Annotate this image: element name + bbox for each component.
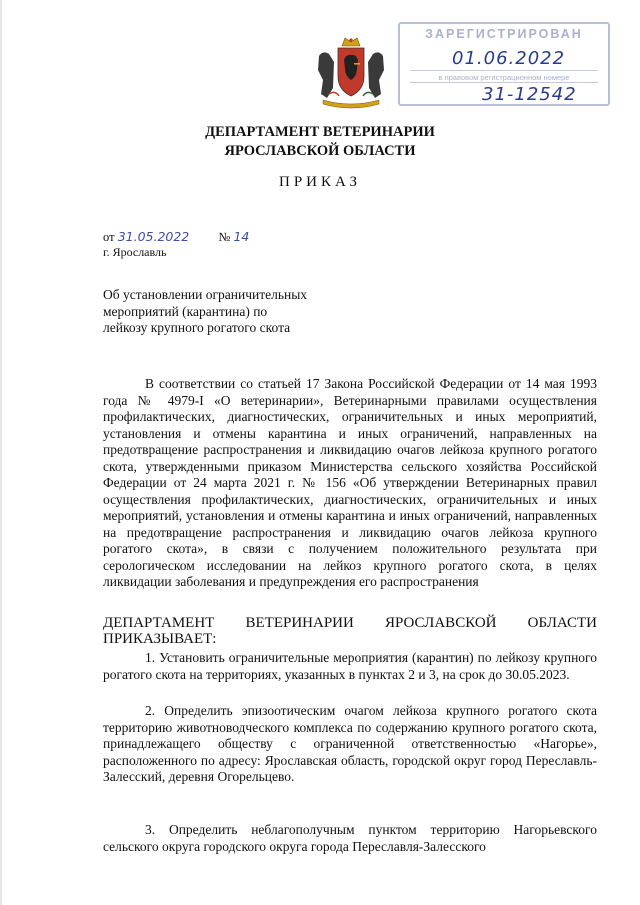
order-date-line	[103, 229, 249, 245]
stamp-subtitle: в правовом регистрационном номере	[438, 73, 570, 82]
stamp-rule	[410, 82, 598, 83]
registration-stamp	[398, 22, 610, 106]
number-label: №	[218, 230, 231, 244]
department-title: ДЕПАРТАМЕНТ ВЕТЕРИНАРИИ	[205, 124, 435, 140]
department-region: ЯРОСЛАВСКОЙ ОБЛАСТИ	[224, 143, 416, 159]
order-item-1: 1. Установить ограничительные мероприятия (карантин) по лейкозу крупного рогатого скота на территориях, указанных в пунктах 2 и 3, на срок до 30.05.2023.	[103, 650, 597, 682]
subject-line: Об установлении ограничительных	[103, 287, 308, 302]
subject-line: мероприятий (карантина) по	[103, 303, 268, 319]
decree-heading: ДЕПАРТАМЕНТ ВЕТЕРИНАРИИ ЯРОСЛАВСКОЙ ОБЛАСТИ	[103, 615, 597, 631]
order-date: 31.05.2022	[117, 229, 190, 244]
decree-verb: ПРИКАЗЫВАЕТ:	[103, 631, 217, 647]
intro-paragraph: В соответствии со статьей 17 Закона Российской Федерации от 14 мая 1993 года № 4979-I «О ветеринарии», Ветеринарными правилами осуществления профилактических, диагностических, ограничительных и иных мероприятий, установления и отмены карантина и иных ограничений, направленных на предотвращение распространения и ликвидацию очагов лейкоза крупного рогатого скота, утвержденными приказом Министерства сельского хозяйства Российской Федерации от 24 марта 2021 г. № 156 «Об утверждении Ветеринарных правил осуществления профилактических, диагностических, ограничительных и иных мероприятий, установления и отмены карантина и иных ограничений, направленных на предотвращение распространения и ликвидацию очагов лейкоза крупного рогатого скота», в связи с получением положительного результата при серологическом исследовании на лейкоз крупного рогатого скота, в целях ликвидации заболевания и предупреждения его распространения	[103, 376, 597, 589]
order-number: 14	[233, 229, 250, 244]
order-item-2: 2. Определить эпизоотическим очагом лейкоза крупного рогатого скота территорию животноводческого комплекса по содержанию крупного рогатого скота, принадлежащего обществу с ограниченной ответственностью «Нагорье», расположенного по адресу: Ярославская область, городской округ город Переславль-Залесский, деревня Огорельцево.	[103, 703, 597, 784]
subject-line: лейкозу крупного рогатого скота	[103, 320, 291, 335]
from-label: от	[103, 230, 115, 244]
stamp-title: ЗАРЕГИСТРИРОВАН	[425, 27, 583, 41]
stamp-number: 31-12542	[482, 84, 577, 105]
stamp-rule	[410, 70, 598, 71]
stamp-date: 01.06.2022	[452, 48, 566, 69]
document-type: ПРИКАЗ	[279, 174, 361, 190]
order-subject	[103, 287, 307, 337]
city: г. Ярославль	[103, 245, 167, 259]
order-item-3: 3. Определить неблагополучным пунктом территорию Нагорьевского сельского округа городского округа города Переславля-Залесского	[103, 822, 597, 854]
yaroslavl-coat-of-arms-icon	[309, 36, 393, 112]
